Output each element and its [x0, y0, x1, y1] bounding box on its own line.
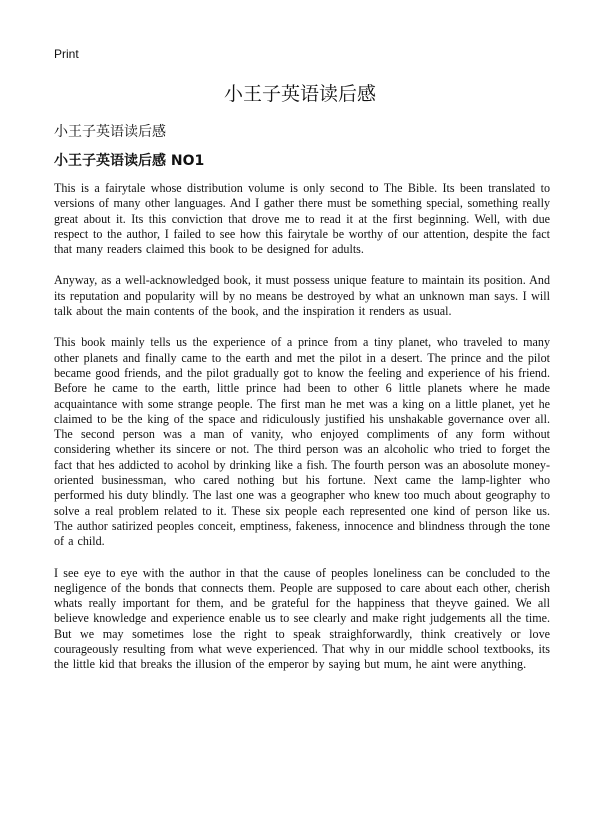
section-heading: 小王子英语读后感 NO1 [54, 153, 205, 169]
print-link[interactable]: Print [54, 47, 79, 61]
article-body [54, 181, 550, 689]
page-title: 小王子英语读后感 [223, 83, 376, 105]
subtitle: 小王子英语读后感 [54, 124, 166, 140]
paragraph: This is a fairytale whose distribution volume is only second to The Bible. Its been translated to versions of many other languages. And I gather there must be something special, something really great about it. Its this conviction that drove me to read it at the first beginning. Well, with due respect to the author, I failed to see how this fairytale be worthy of our attention, despite the fact that many readers claimed this book to be designed for adults. [54, 181, 550, 257]
paragraph: This book mainly tells us the experience of a prince from a tiny planet, who traveled to many other planets and finally came to the earth and met the pilot in a desert. The prince and the pilot became good friends, and the pilot gradually got to know the feeling and experience of his friend. Before he came to the earth, little prince had been to other 6 little planets where he made acquaintance with some strange people. The first man he met was a king on a little planet, yet he claimed to be the king of the space and ridiculously justified his unshakable governance over all. The second person was a man of vanity, who enjoyed compliments of any form without considering whether its sincere or not. The third person was an alcoholic who tried to forget the fact that hes addicted to acohol by drinking like a fish. The fourth person was an abosolute money-oriented businessman, who cared nothing but his fortune. Next came the lamp-lighter who performed his duty blindly. The last one was a geographer who knew too much about geography to solve a real problem related to it. These six people each represented one kind of person like us. The author satirized peoples conceit, emptiness, fakeness, innocence and blindness through the tone of a child. [54, 335, 550, 549]
paragraph: I see eye to eye with the author in that the cause of peoples loneliness can be concluded to the negligence of the bonds that connects them. People are supposed to care about each other, cherish whats really important for them, and be grateful for the happiness that theyve gained. We all believe knowledge and experience enable us to see clearly and make right judgements all the time. But we may sometimes lose the right to speak straighforwardly, think creatively or love courageously resulting from what weve experienced. That why in our middle school textbooks, its the little kid that breaks the illusion of the emperor by saying but mum, he aint were anything. [54, 565, 550, 672]
paragraph: Anyway, as a well-acknowledged book, it must possess unique feature to maintain its position. And its reputation and popularity will by no means be destroyed by what an unknown man says. I will talk about the main contents of the book, and the inspiration it renders as usual. [54, 273, 550, 319]
